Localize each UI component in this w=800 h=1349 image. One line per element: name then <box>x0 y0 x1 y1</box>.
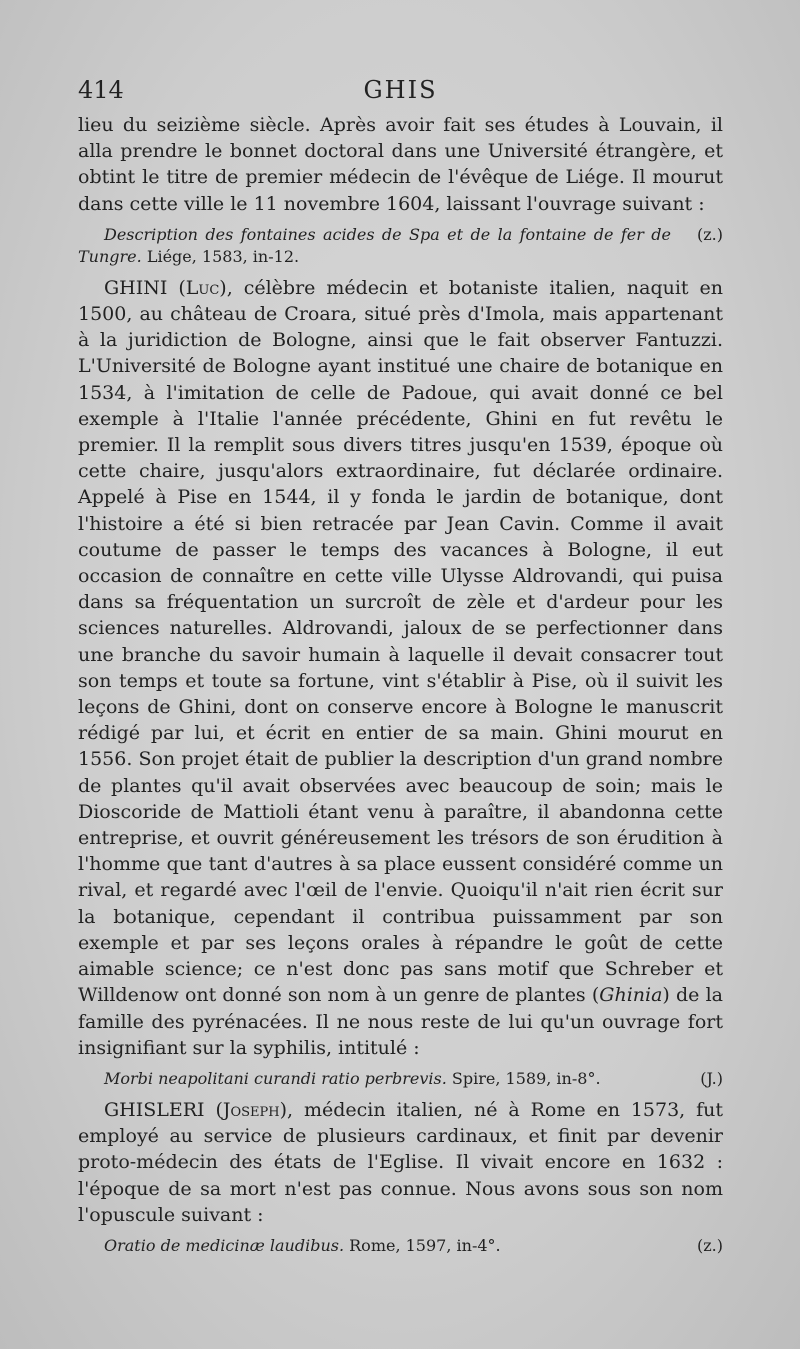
citation-details: Spire, 1589, in-8°. <box>446 1068 601 1088</box>
citation-details: Liége, 1583, in-12. <box>141 246 300 266</box>
paragraph-continuation: lieu du seizième siècle. Après avoir fait ses études à Louvain, il alla prendre le bonnet doctoral dans une Université étrangère, et obtint le titre de premier médecin de l'évêque de Liége. Il mourut dans cette ville le 11 novembre 1604, laissant l'ouvrage suivant : <box>78 114 723 215</box>
author-tag: (J.) <box>700 1068 723 1088</box>
citation-title: Morbi neapolitani curandi ratio perbrevis. <box>104 1068 447 1088</box>
author-tag: (z.) <box>697 224 723 244</box>
page-header <box>78 76 723 112</box>
entry-text-end: ) de la famille des pyrénacées. Il ne nous reste de lui qu'un ouvrage fort insignifiant sur la syphilis, intitulé : <box>78 984 723 1059</box>
page-body <box>78 112 723 1264</box>
entry-forename: Luc <box>185 276 220 299</box>
entry-ghisleri: GHISLERI (Joseph), médecin italien, né à Rome en 1573, fut employé au service de plusieurs cardinaux, et finit par devenir proto-médecin des états de l'Eglise. Il vivait encore en 1632 : l'époque de sa mort n'est pas connue. Nous avons sous son nom l'opuscule suivant : <box>78 1098 724 1226</box>
entry-ghini: GHINI (Luc), célèbre médecin et botaniste italien, naquit en 1500, au château de Croara, situé près d'Imola, mais appartenant à la juridiction de Bologne, ainsi que le fait observer Fantuzzi. L'Université de Bologne ayant institué une chaire de botanique en 1534, à l'imitation de celle de Padoue, qui avait donné ce bel exemple à l'Italie l'année précédente, Ghini en fut revêtu le premier. Il la remplit sous divers titres jusqu'en 1539, époque où cette chaire, jusqu'alors extraordinaire, fut déclarée ordinaire. Appelé à Pise en 1544, il y fonda le jardin de botanique, dont l'histoire a été si bien retracée par Jean Cavin. Comme il avait coutume de passer le temps des vacances à Bologne, il eut occasion de connaître en cette ville Ulysse Aldrovandi, qui puisa dans sa fréquentation un surcroît de zèle et d'ardeur pour les sciences naturelles. Aldrovandi, jaloux de se perfectionner dans une branche du savoir humain à laquelle il devait consacrer tout son temps et toute sa fortune, vint s'établir à Pise, où il suivit les leçons de Ghini, dont on conserve encore à Bologne le manuscrit rédigé par lui, et écrit en entier de sa main. Ghini mourut en 1556. Son projet était de publier la description d'un grand nombre de plantes qu'il avait observées avec beaucoup de soin; mais le Dioscoride de Mattioli étant venu à paraître, il abandonna cette entreprise, et ouvrit généreusement les trésors de son érudition à l'homme que tant d'autres à sa place eussent considéré comme un rival, et regardé avec l'œil de l'envie. Quoiqu'il n'ait rien écrit sur la botanique, cependant il contribua puissamment par son exemple et par ses leçons orales à répandre le goût de cette aimable science; ce n'est donc pas sans motif que Schreber et Willdenow ont donné son nom à un genre de plantes (Ghinia) de la famille des pyrénacées. Il ne nous reste de lui qu'un ouvrage fort insignifiant sur la syphilis, intitulé : <box>78 276 723 1059</box>
citation-title: Description des fontaines acides de Spa et de la fontaine de fer de Tungre. <box>78 224 671 266</box>
page-number: 414 <box>78 76 124 104</box>
genus-name: Ghinia <box>599 984 663 1007</box>
citation-title: Oratio de medicinæ laudibus. <box>104 1235 345 1255</box>
citation-spa <box>78 224 723 268</box>
entry-text: ), médecin italien, né à Rome en 1573, fut employé au service de plusieurs cardinaux, et finit par devenir proto-médecin des états de l'Eglise. Il vivait encore en 1632 : l'époque de sa mort n'est pas connue. Nous avons sous son nom l'opuscule suivant : <box>78 1098 724 1226</box>
citation-details: Rome, 1597, in-4°. <box>344 1235 501 1255</box>
author-tag: (z.) <box>697 1235 723 1255</box>
running-title: GHIS <box>363 76 438 104</box>
citation-oratio <box>78 1235 723 1257</box>
citation-morbi <box>78 1068 723 1090</box>
entry-text: ), célèbre médecin et botaniste italien, naquit en 1500, au château de Croara, situé près d'Imola, mais appartenant à la juridiction de Bologne, ainsi que le fait observer Fantuzzi. L'Université de Bologne ayant institué une chaire de botanique en 1534, à l'imitation de celle de Padoue, qui avait donné ce bel exemple à l'Italie l'année précédente, Ghini en fut revêtu le premier. Il la remplit sous divers titres jusqu'en 1539, époque où cette chaire, jusqu'alors extraordinaire, fut déclarée ordinaire. Appelé à Pise en 1544, il y fonda le jardin de botanique, dont l'histoire a été si bien retracée par Jean Cavin. Comme il avait coutume de passer le temps des vacances à Bologne, il eut occasion de connaître en cette ville Ulysse Aldrovandi, qui puisa dans sa fréquentation un surcroît de zèle et d'ardeur pour les sciences naturelles. Aldrovandi, jaloux de se perfectionner dans une branche du savoir humain à laquelle il devait consacrer tout son temps et toute sa fortune, vint s'établir à Pise, où il suivit les leçons de Ghini, dont on conserve encore à Bologne le manuscrit rédigé par lui, et écrit en entier de sa main. Ghini mourut en 1556. Son projet était de publier la description d'un grand nombre de plantes qu'il avait observées avec beaucoup de soin; mais le Dioscoride de Mattioli étant venu à paraître, il abandonna cette entreprise, et ouvrit généreusement les trésors de son érudition à l'homme que tant d'autres à sa place eussent considéré comme un rival, et regardé avec l'œil de l'envie. Quoiqu'il n'ait rien écrit sur la botanique, cependant il contribua puissamment par son exemple et par ses leçons orales à répandre le goût de cette aimable science; ce n'est donc pas sans motif que Schreber et Willdenow ont donné son nom à un genre de plantes ( <box>78 276 723 1007</box>
entry-forename: Joseph <box>222 1098 280 1121</box>
entry-name: GHINI <box>104 276 168 299</box>
entry-name: GHISLERI <box>104 1098 205 1121</box>
